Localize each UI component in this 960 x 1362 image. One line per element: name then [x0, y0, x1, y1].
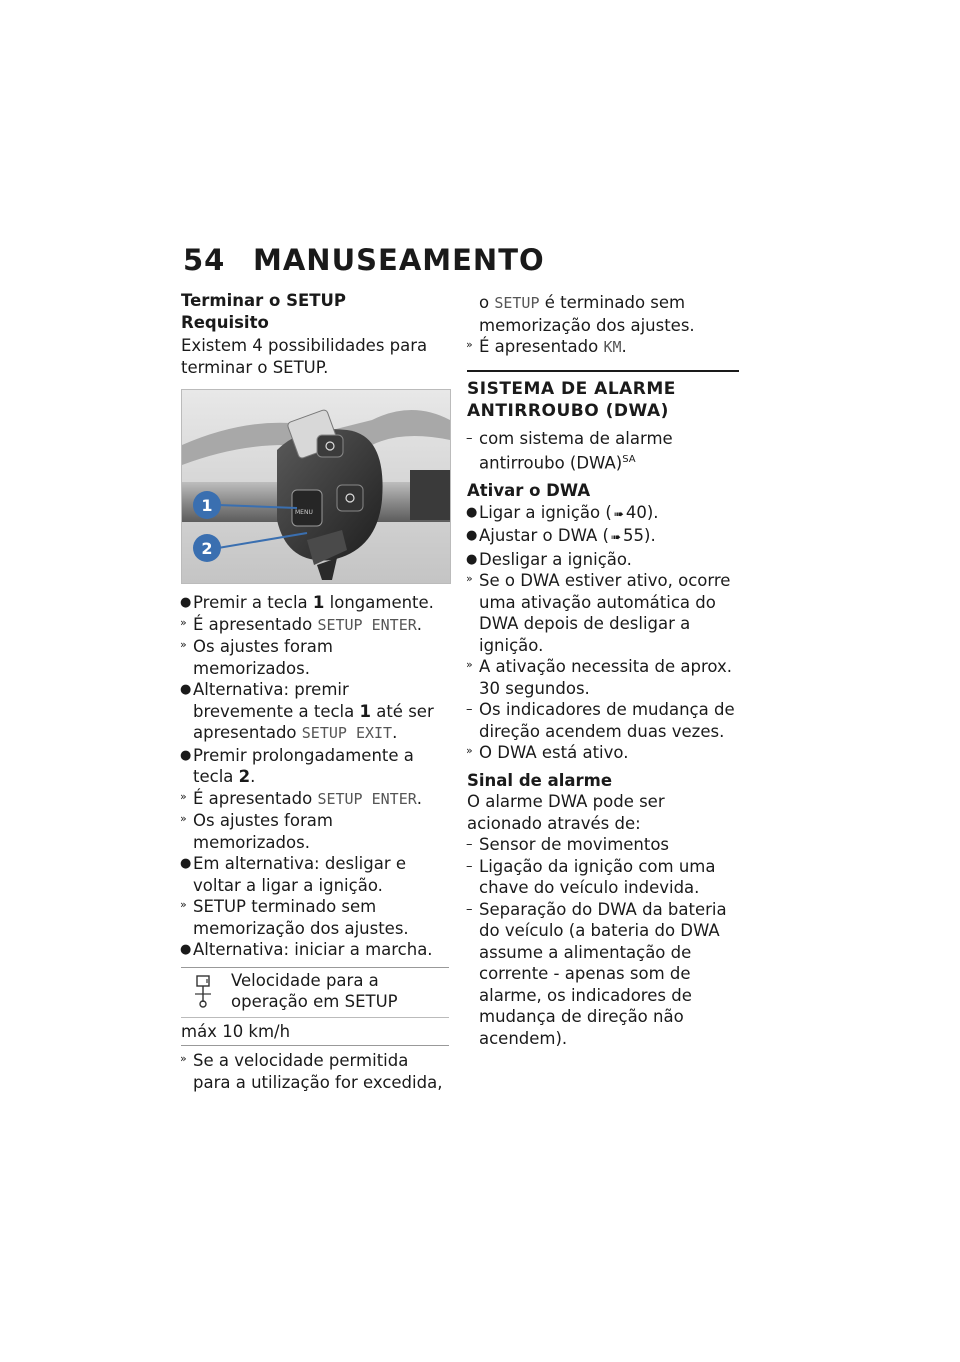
callout-1-number: 1 — [201, 496, 213, 515]
step-result: » Se a velocidade permitida para a utilização for excedida, — [181, 1050, 449, 1093]
step-result: » SETUP terminado sem memorização dos ajustes. — [181, 896, 449, 939]
dash-icon: – — [466, 837, 473, 852]
list-item: – Separação do DWA da bateria do veículo (a bateria do DWA assume a alimentação de corrente - apenas som de alarme, os indicadores de mudança de direção não acendem). — [466, 899, 727, 1048]
page-number: 54 — [183, 243, 226, 277]
subsection-heading: Terminar o SETUP — [181, 291, 346, 310]
left-column — [181, 290, 449, 1093]
result-arrow-icon: » — [466, 658, 473, 671]
result-arrow-icon: » — [180, 638, 187, 651]
dash-icon: – — [466, 901, 473, 917]
prerequisite-item: – com sistema de alarme antirroubo (DWA)$^{SA}$ — [466, 428, 673, 473]
continued-text: o SETUP é terminado sem memorização dos ajustes. — [479, 293, 695, 335]
step-bullet: ● Alternativa: iniciar a marcha. — [180, 940, 433, 959]
bullet-icon: ● — [466, 528, 478, 543]
page-reference-arrow-icon: ➠ — [613, 506, 624, 521]
step-bullet: ● Desligar a ignição. — [466, 549, 632, 569]
optional-equipment-badge: SA — [622, 454, 636, 465]
step-result: » Se o DWA estiver ativo, ocorre uma ativação automática do DWA depois de desligar a ignição. — [467, 570, 739, 656]
page-reference-arrow-icon: ➠ — [610, 530, 622, 544]
page-title: MANUSEAMENTO — [253, 243, 545, 277]
step-bullet: ● Ligar a ignição ( ➠ 40). — [467, 502, 739, 526]
step-result: » É apresentado SETUP ENTER. — [181, 788, 449, 811]
step-result: » Os ajustes foram memorizados. — [181, 636, 449, 679]
bullet-icon: ● — [180, 747, 192, 763]
spec-label: Velocidade para a operação em SETUP — [231, 970, 398, 1011]
step-result: » É apresentado SETUP ENTER. — [181, 614, 449, 637]
list-item: – Ligação da ignição com uma chave do veículo indevida. — [466, 856, 716, 897]
step-bullet: ● Ajustar o DWA ( ➠ 55). — [467, 525, 739, 549]
result-arrow-icon: » — [180, 789, 187, 803]
dash-icon: – — [466, 858, 473, 874]
list-item: – Sensor de movimentos — [466, 835, 670, 854]
step-bullet: ● Premir a tecla 1 longamente. — [180, 593, 434, 612]
spec-value: máx 10 km/h — [181, 1021, 291, 1041]
bullet-icon: ● — [180, 682, 192, 697]
step-result: » O DWA está ativo. — [467, 742, 739, 764]
requirement-heading: Requisito — [181, 312, 269, 332]
bullet-icon: ● — [180, 595, 192, 610]
section-title: SISTEMA DE ALARME ANTIRROUBO (DWA) — [467, 378, 676, 421]
speedometer-icon — [181, 970, 231, 1010]
result-arrow-icon: » — [180, 1052, 187, 1065]
alarm-intro: O alarme DWA pode ser acionado através de: — [467, 792, 665, 833]
result-arrow-icon: » — [180, 615, 187, 629]
handlebar-switch-figure — [181, 389, 451, 584]
step-result: » A ativação necessita de aprox. 30 segundos. — [467, 656, 739, 699]
alarm-heading: Sinal de alarme — [467, 770, 613, 790]
bullet-icon: ● — [180, 856, 192, 871]
bullet-icon: ● — [466, 504, 478, 520]
right-column — [467, 292, 739, 1049]
step-bullet: ● Em alternativa: desligar e voltar a ligar a ignição. — [180, 854, 407, 895]
step-dash: – Os indicadores de mudança de direção acendem duas vezes. — [466, 700, 735, 741]
result-arrow-icon: » — [466, 338, 473, 351]
step-bullet: ● Alternativa: premir brevemente a tecla 1 até ser apresentado SETUP EXIT. — [180, 680, 434, 742]
result-arrow-icon: » — [466, 572, 473, 585]
bullet-icon: ● — [466, 551, 478, 567]
menu-button-label: MENU — [295, 509, 313, 516]
section-divider — [467, 370, 739, 372]
dash-icon: – — [466, 702, 473, 717]
result-arrow-icon: » — [466, 744, 473, 757]
dash-icon: – — [466, 430, 473, 446]
step-result: » Os ajustes foram memorizados. — [181, 810, 449, 853]
step-result: » É apresentado KM. — [467, 336, 739, 359]
activate-heading: Ativar o DWA — [467, 481, 591, 500]
result-arrow-icon: » — [180, 898, 187, 911]
step-bullet: ● Premir prolongadamente a tecla 2. — [180, 745, 414, 786]
speed-spec-table — [181, 967, 449, 1047]
callout-2-number: 2 — [201, 539, 213, 558]
page-heading — [183, 243, 545, 277]
bullet-icon: ● — [180, 942, 192, 957]
handlebar-switch-illustration — [182, 390, 450, 583]
intro-text: Existem 4 possibilidades para terminar o SETUP. — [181, 336, 428, 377]
result-arrow-icon: » — [180, 812, 187, 825]
